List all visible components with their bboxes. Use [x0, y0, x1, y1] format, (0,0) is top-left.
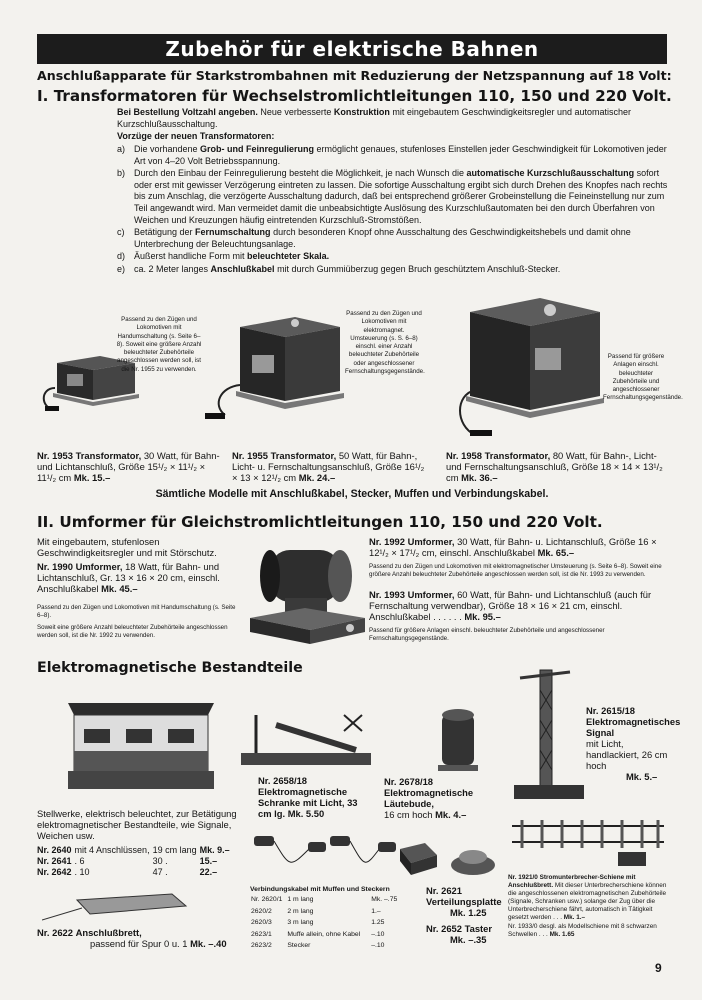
product-1953: Nr. 1953 Transformator, 30 Watt, für Bahn- und Lichtanschluß, Größe 15¹/₂ × 11¹/₂ × 11¹/₂ cm Mk. 15.– — [37, 450, 220, 483]
page-number: 9 — [655, 961, 662, 975]
product-2622: Nr. 2622 Anschlußbrett, passend für Spur 0 u. 1 Mk. –.40 — [37, 927, 227, 949]
page-banner: Zubehör für elektrische Bahnen — [37, 34, 667, 64]
note-1990b: Soweit eine größere Anzahl beleuchteter Zubehörteile angeschlossen werden soll, ist die Nr. 1992 zu verwenden. — [37, 624, 228, 640]
product-1958: Nr. 1958 Transformator, 80 Watt, für Bahn-, Licht- und Fernschaltungsanschluß, Größe 18 × 14 × 13¹/₂ cm Mk. 36.– — [446, 450, 663, 483]
section2-intro: Mit eingebautem, stufenlosen Geschwindigkeitsregler und mit Störschutz. — [37, 536, 217, 558]
transformer-1955-image — [200, 305, 360, 425]
section1-footer: Sämtliche Modelle mit Anschlußkabel, Stecker, Muffen und Verbindungskabel. — [155, 488, 549, 500]
stellwerk-row: Nr. 2640 mit 4 Anschlüssen, 19 cm lang Mk. 9.– — [37, 845, 230, 855]
advantages-list — [117, 144, 669, 277]
unterbrecherschiene-image — [508, 808, 668, 870]
umformer-image — [245, 530, 370, 648]
product-1992: Nr. 1992 Umformer, 30 Watt, für Bahn- u. Lichtanschluß, Größe 16 × 12¹/₂ × 17¹/₂ cm, einschl. Anschlußkabel Mk. 65.– — [369, 536, 657, 558]
note-1958: Passend für größere Anlagen einschl. beleuchteter Zubehörteile und angeschlossener Fernschaltungsgegenstände. — [603, 353, 683, 402]
note-1955: Passend zu den Zügen und Lokomotiven mit elektromagnet. Umsteuerung (s. S. 6–8) einschl. einer Anzahl beleuchteter Zubehörteile oder angeschlossener Fernschaltungsgegenstände. — [345, 310, 425, 376]
kabel-image — [250, 828, 400, 878]
note-1992: Passend zu den Zügen und Lokomotiven mit elektromagnetischer Umsteuerung (s. Seite 6–8). Soweit eine größere Anzahl beleuchteter Zubehörteile angeschlossen werden soll, ist die Nr. 1993 zu verwenden. — [369, 563, 662, 579]
anschlussbrett-image — [42, 880, 192, 925]
verteilungsplatte-taster-image — [395, 835, 500, 885]
page-subtitle: Anschlußapparate für Starkstrombahnen mit Reduzierung der Netzspannung auf 18 Volt: — [37, 68, 672, 83]
advantage-item: c) Betätigung der Fernumschaltung durch besonderen Knopf ohne Ausschaltung des Geschwindigkeitshebels und damit ohne Unterbrechung der Beleuchtungsanlage. — [117, 227, 631, 249]
stellwerke-text: Stellwerke, elektrisch beleuchtet, zur Betätigung elektromagnetischer Bestandteile, wie Signale, Weichen usw. — [37, 808, 237, 841]
stellwerk-image — [68, 693, 214, 801]
signal-image — [510, 650, 590, 810]
cable-row: 2623/2 Stecker –.10 — [251, 942, 385, 950]
schranke-image — [236, 695, 376, 775]
section3-heading: Elektromagnetische Bestandteile — [37, 660, 303, 676]
product-2658: Nr. 2658/18 Elektromagnetische Schranke mit Licht, 33 cm lg. Mk. 5.50 — [258, 775, 358, 819]
section1-intro: Bei Bestellung Voltzahl angeben. Neue verbesserte Konstruktion mit eingebautem Geschwindigkeitsregler und automatischer Kurzschlußausschaltung. — [117, 107, 632, 129]
note-1990a: Passend zu den Zügen und Lokomotiven mit Handumschaltung (s. Seite 6–8). — [37, 604, 236, 620]
kabel-table — [250, 885, 410, 952]
cable-row: 2620/3 3 m lang 1.25 — [251, 919, 385, 927]
advantage-item: b) Durch den Einbau der Feinregulierung besteht die Möglichkeit, je nach Wunsch die automatische Kurzschlußausschaltung sofort oder erst mit gewisser Verzögerung eintreten zu lassen. Die sofortige Ausschaltung ergibt sich durch Drehen des Knopfes nach rechts bis zum Anschlag, die verzögerte Ausschaltung dadurch, daß bei entsprechend größerer Grobeinstellung die Feineinstellung nur zum Teil angewandt wird. Man vermeidet damit die unbeabsichtigte Auslösung des Kurzschlußautomaten bei den durch Überfahren von Weichen und Kreuzungen häufig eintretenden Kurzschluß-Stromstößen. — [117, 168, 668, 225]
cable-row: Nr. 2620/1 1 m lang Mk. –.75 — [251, 896, 398, 903]
stellwerk-row: Nr. 2642 . 10 47 . 22.– — [37, 867, 218, 877]
cable-row: 2623/1 Muffe allein, ohne Kabel –.10 — [251, 930, 385, 938]
kabel-heading: Verbindungskabel mit Muffen und Steckern — [250, 886, 390, 893]
section2-heading: II. Umformer für Gleichstromlichtleitungen 110, 150 und 220 Volt. — [37, 513, 603, 531]
note-1993: Passend für größere Anlagen einschl. beleuchteter Zubehörteile und angeschlossener Fernschaltungsgegenstände. — [369, 627, 605, 643]
advantage-item: e) ca. 2 Meter langes Anschlußkabel mit durch Gummiüberzug gegen Bruch geschütztem Anschluß-Stecker. — [117, 263, 561, 274]
section1-heading: I. Transformatoren für Wechselstromlichtleitungen 110, 150 und 220 Volt. — [37, 87, 672, 105]
product-1955: Nr. 1955 Transformator, 50 Watt, für Bahn-, Licht- u. Fernschaltungsanschluß, Größe 16¹/₂ × 13 × 12¹/₂ cm Mk. 24.– — [232, 450, 425, 483]
advantages-heading: Vorzüge der neuen Transformatoren: — [117, 131, 275, 141]
stellwerke-table — [37, 845, 233, 878]
product-2678: Nr. 2678/18 Elektromagnetische Läutebude, 16 cm hoch Mk. 4.– — [384, 776, 474, 820]
transformer-1958-image — [430, 290, 610, 450]
product-1993: Nr. 1993 Umformer, 60 Watt, für Bahn- und Lichtanschluß (auch für Fernschaltung verwendbar), Größe 18 × 16 × 21 cm, einschl. Anschlußkabel . . . . . . Mk. 95.– — [369, 589, 652, 622]
advantage-item: a) Die vorhandene Grob- und Feinregulierung ermöglicht genaues, stufenloses Einstellen jeder Geschwindigkeit für Lokomotiven jeder Art von 4–20 Volt Betriebsspannung. — [117, 144, 667, 166]
stellwerk-row: Nr. 2641 . 6 30 . 15.– — [37, 856, 218, 866]
product-2652: Nr. 2652 Taster Mk. –.35 — [426, 923, 493, 945]
product-2621: Nr. 2621 Verteilungsplatte Mk. 1.25 — [426, 885, 502, 918]
cable-row: 2620/2 2 m lang 1.– — [251, 907, 381, 915]
laeutebude-image — [438, 695, 478, 775]
product-1921: Nr. 1921/0 Stromunterbrecher-Schiene mit Anschlußbrett. Mit dieser Unterbrecherschiene können die angeschlossenen elektromagnetischen Zubehörteile (Signale, Schranken usw.) solange der Zug über die Unterbrecherschiene fährt, automatisch in Tätigkeit gesetzt werden . . . Mk. 1.– Nr. 1933/0 desgl. als Modellschiene mit 8 schwarzen Schwellen . . . Mk. 1.65 — [508, 874, 667, 938]
note-1953: Passend zu den Zügen und Lokomotiven mit Handumschaltung (s. Seite 6–8). Soweit eine größere Anzahl beleuchteter Zubehörteile angeschlossen werden soll, ist die Nr. 1955 zu verwenden. — [116, 316, 202, 373]
product-1990: Nr. 1990 Umformer, 18 Watt, für Bahn- und Lichtanschluß, Gr. 13 × 16 × 20 cm, einschl. Anschlußkabel Mk. 45.– — [37, 561, 220, 594]
product-2615: Nr. 2615/18 Elektromagnetisches Signal mit Licht, handlackiert, 26 cm hoch Mk. 5.– — [586, 705, 681, 782]
advantage-item: d) Äußerst handliche Form mit beleuchteter Skala. — [117, 251, 330, 262]
